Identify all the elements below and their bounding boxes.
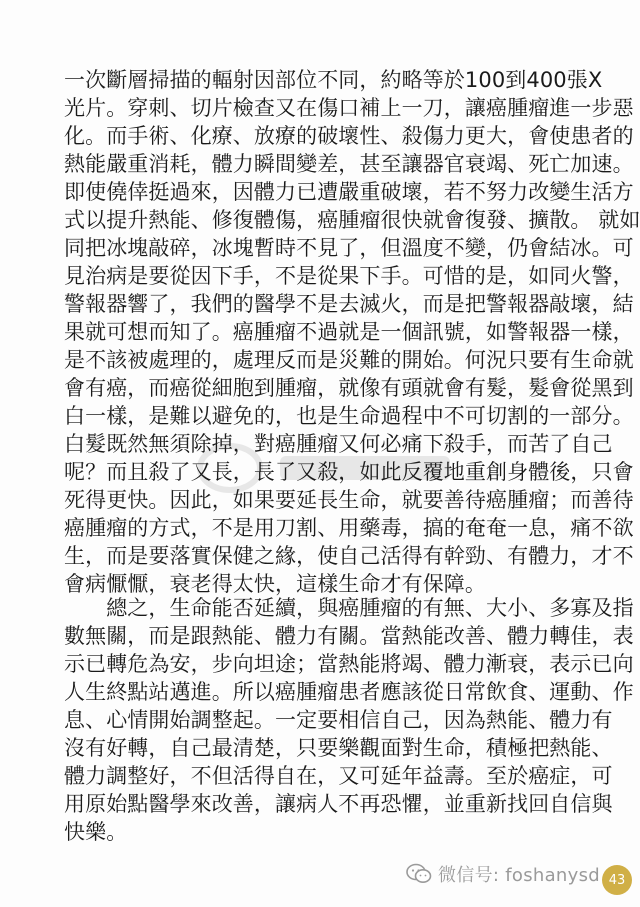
page-number-badge: 43 [602, 865, 632, 895]
text-line: 生，而是要落實保健之緣，使自己活得有幹勁、有體力，才不 [64, 544, 634, 568]
text-line: 白一樣，是難以避免的，也是生命過程中不可切割的一部分。 [64, 404, 634, 428]
text-line: 會有癌，而癌從細胞到腫瘤，就像有頭就會有髮，髮會從黑到 [64, 376, 634, 400]
text-line: 快樂。 [64, 820, 128, 844]
text-line: 式以提升熱能、修復體傷，癌腫瘤很快就會復發、擴散。 就如 [64, 208, 640, 232]
text-line: 警報器響了，我們的醫學不是去滅火，而是把警報器敲壞，結 [64, 292, 634, 316]
text-line: 光片。穿刺、切片檢查又在傷口補上一刀，讓癌腫瘤進一步惡 [64, 96, 634, 120]
text-line: 一次斷層掃描的輻射因部位不同，約略等於100到400張X [64, 68, 603, 92]
text-line: 用原始點醫學來改善，讓病人不再恐懼，並重新找回自信與 [64, 792, 613, 816]
text-line: 沒有好轉，自己最清楚，只要樂觀面對生命，積極把熱能、 [64, 736, 613, 760]
text-line: 數無關，而是跟熱能、體力有關。當熱能改善、體力轉佳，表 [64, 624, 634, 648]
footer-wechat [406, 859, 600, 889]
paragraph-2 [64, 594, 634, 846]
text-line: 即使僥倖挺過來，因體力已遭嚴重破壞，若不努力改變生活方 [64, 180, 634, 204]
text-line: 同把冰塊敲碎，冰塊暫時不見了，但溫度不變，仍會結冰。可 [64, 236, 634, 260]
text-line: 息、心情開始調整起。一定要相信自己，因為熱能、體力有 [64, 708, 613, 732]
text-line: 熱能嚴重消耗，體力瞬間變差，甚至讓器官衰竭、死亡加速。 [64, 152, 634, 176]
text-line: 死得更快。因此，如果要延長生命，就要善待癌腫瘤；而善待 [64, 488, 634, 512]
text-line: 見治病是要從因下手，不是從果下手。可惜的是，如同火警， [64, 264, 634, 288]
text-line: 果就可想而知了。癌腫瘤不過就是一個訊號，如警報器一樣， [64, 320, 634, 344]
text-line: 白髮既然無須除掉，對癌腫瘤又何必痛下殺手，而苦了自己 [64, 432, 613, 456]
text-line: 呢？而且殺了又長，長了又殺，如此反覆地重創身體後，只會 [64, 460, 634, 484]
text-line: 化。而手術、化療、放療的破壞性、殺傷力更大，會使患者的 [64, 124, 634, 148]
paragraph-1 [64, 66, 640, 598]
text-line: 人生終點站邁進。所以癌腫瘤患者應該從日常飲食、運動、作 [64, 680, 634, 704]
text-line: 會病懨懨，衰老得太快，這樣生命才有保障。 [64, 572, 486, 596]
text-line: 示已轉危為安，步向坦途；當熱能將竭、體力漸衰，表示已向 [64, 652, 634, 676]
text-line: 癌腫瘤的方式，不是用刀割、用藥毒，搞的奄奄一息，痛不欲 [64, 516, 634, 540]
text-line: 是不該被處理的，處理反而是災難的開始。何況只要有生命就 [64, 348, 634, 372]
wechat-icon [406, 863, 432, 885]
wechat-account-label: 微信号: foshanysd [437, 865, 600, 886]
text-line: 體力調整好，不但活得自在，又可延年益壽。至於癌症，可 [64, 764, 613, 788]
text-line: 總之，生命能否延續，與癌腫瘤的有無、大小、多寡及指 [64, 596, 634, 620]
